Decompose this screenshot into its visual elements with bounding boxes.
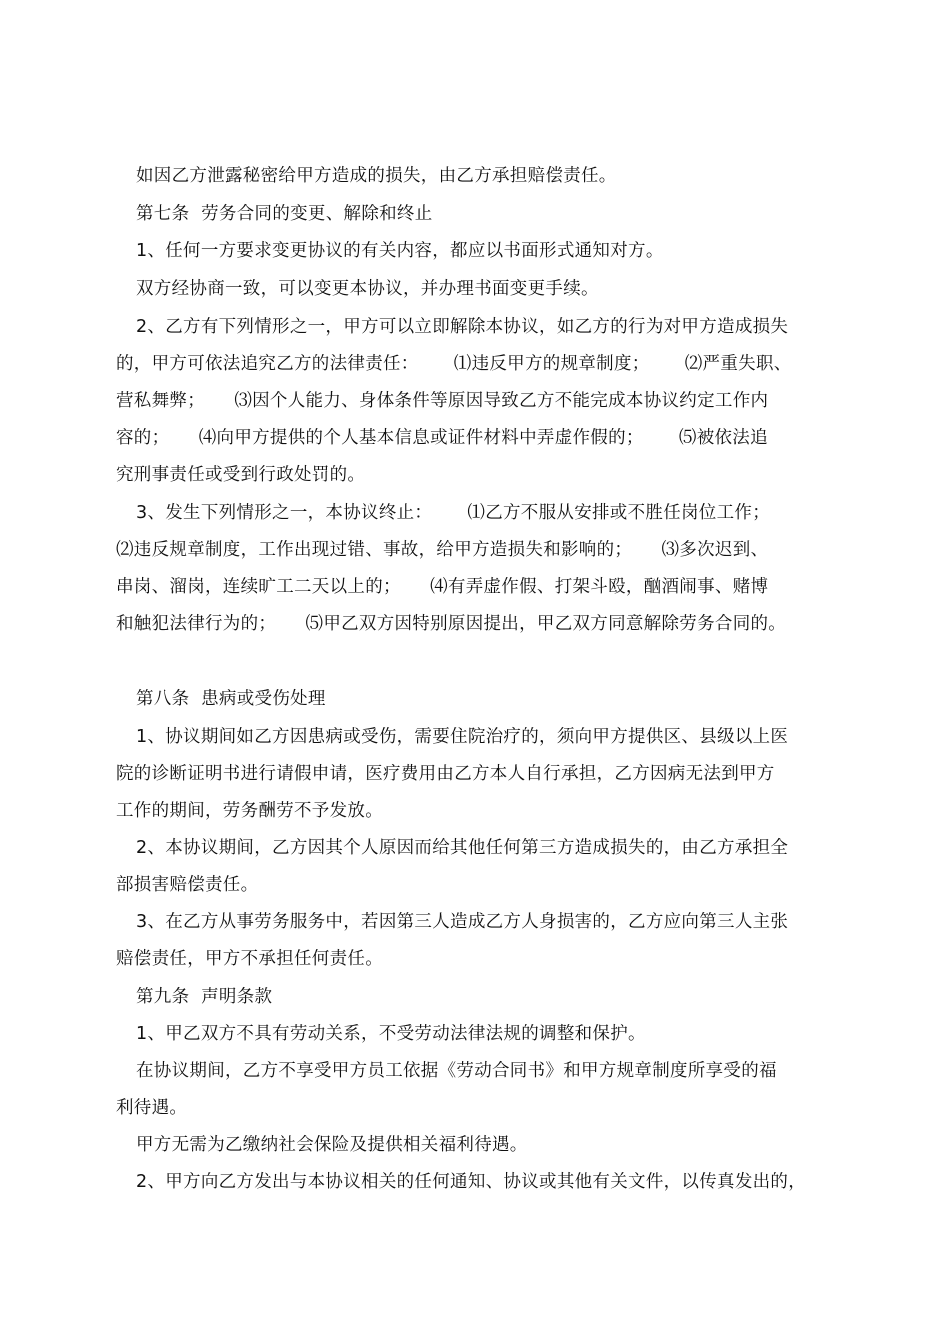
section-heading-7: 第七条 劳务合同的变更、解除和终止 (136, 204, 433, 224)
paragraph-line: 串岗、溜岗，连续旷工二天以上的； ⑷有弄虚作假、打架斗殴，酗酒闹事、赌博 (116, 577, 769, 597)
paragraph-line: 如因乙方泄露秘密给甲方造成的损失，由乙方承担赔偿责任。 (136, 166, 617, 186)
paragraph-line: 在协议期间，乙方不享受甲方员工依据《劳动合同书》和甲方规章制度所享受的福 (136, 1061, 777, 1081)
paragraph-line: 2、乙方有下列情形之一，甲方可以立即解除本协议，如乙方的行为对甲方造成损失 (136, 317, 789, 337)
paragraph-line: 2、本协议期间，乙方因其个人原因而给其他任何第三方造成损失的，由乙方承担全 (136, 838, 789, 858)
paragraph-line: 容的； ⑷向甲方提供的个人基本信息或证件材料中弄虚作假的； ⑸被依法追 (116, 428, 768, 448)
paragraph-line: 3、发生下列情形之一，本协议终止： ⑴乙方不服从安排或不胜任岗位工作； (136, 503, 771, 523)
paragraph-line: 部损害赔偿责任。 (116, 875, 259, 895)
paragraph-line: 赔偿责任，甲方不承担任何责任。 (116, 949, 383, 969)
paragraph-line: 工作的期间，劳务酬劳不予发放。 (116, 801, 383, 821)
paragraph-line: 3、在乙方从事劳务服务中，若因第三人造成乙方人身损害的，乙方应向第三人主张 (136, 912, 789, 932)
paragraph-line: 究刑事责任或受到行政处罚的。 (116, 465, 366, 485)
paragraph-line: 1、任何一方要求变更协议的有关内容，都应以书面形式通知对方。 (136, 241, 664, 261)
section-heading-8: 第八条 患病或受伤处理 (136, 689, 326, 709)
paragraph-line: 甲方无需为乙缴纳社会保险及提供相关福利待遇。 (136, 1135, 528, 1155)
paragraph-line: 2、甲方向乙方发出与本协议相关的任何通知、协议或其他有关文件，以传真发出的， (136, 1172, 807, 1192)
paragraph-line: 双方经协商一致，可以变更本协议，并办理书面变更手续。 (136, 279, 599, 299)
paragraph-line: 利待遇。 (116, 1098, 188, 1118)
section-heading-9: 第九条 声明条款 (136, 987, 273, 1007)
paragraph-line: 1、协议期间如乙方因患病或受伤，需要住院治疗的，须向甲方提供区、县级以上医 (136, 727, 789, 747)
paragraph-line: 1、甲乙双方不具有劳动关系，不受劳动法律法规的调整和保护。 (136, 1024, 646, 1044)
paragraph-line: 院的诊断证明书进行请假申请，医疗费用由乙方本人自行承担，乙方因病无法到甲方 (116, 764, 775, 784)
paragraph-line: ⑵违反规章制度，工作出现过错、事故，给甲方造损失和影响的； ⑶多次迟到、 (116, 540, 769, 560)
paragraph-line: 的，甲方可依法追究乙方的法律责任： ⑴违反甲方的规章制度； ⑵严重失职、 (116, 354, 792, 374)
paragraph-line: 营私舞弊； ⑶因个人能力、身体条件等原因导致乙方不能完成本协议约定工作内 (116, 391, 769, 411)
paragraph-line: 和触犯法律行为的； ⑸甲乙双方因特别原因提出，甲乙双方同意解除劳务合同的。 (116, 614, 787, 634)
